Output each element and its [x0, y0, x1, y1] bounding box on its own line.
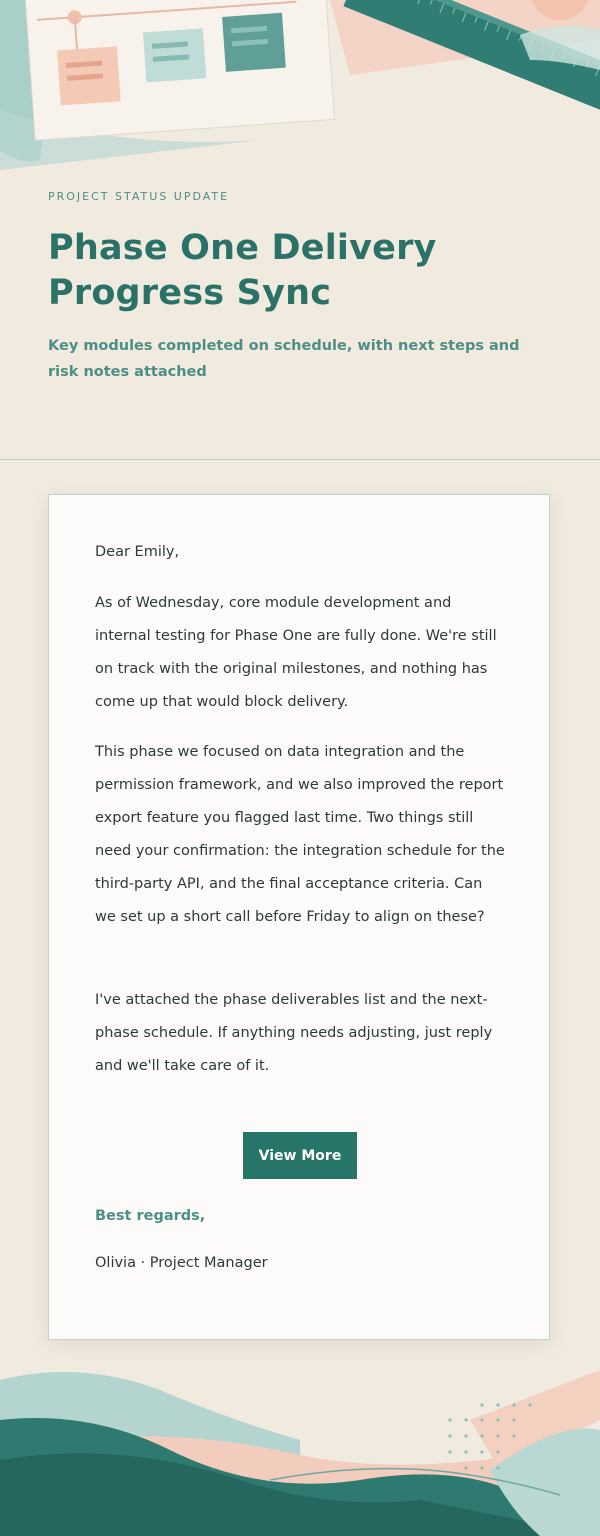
section-divider: [0, 459, 600, 460]
footer-illustration: [0, 1360, 600, 1536]
email-paragraph: This phase we focused on data integration and the permission framework, and we also improved the report export feature you flagged last time. Two things still need your confirmation: the integration schedule for the third-party API, and the final acceptance criteria. Can we set up a short call before Friday to align on these?: [95, 744, 505, 925]
hero-section: [0, 0, 600, 460]
email-paragraph: I've attached the phase deliverables list and the next-phase schedule. If anything needs adjusting, just reply and we'll take care of it.: [95, 992, 493, 1074]
email-signature: Olivia · Project Manager: [95, 1255, 268, 1271]
view-more-button[interactable]: View More: [243, 1132, 357, 1179]
eyebrow-label: PROJECT STATUS UPDATE: [48, 190, 230, 203]
email-closing: Best regards,: [95, 1208, 206, 1224]
email-paragraph: As of Wednesday, core module development and internal testing for Phase One are fully done. We're still on track with the original milestones, and nothing has come up that would block delivery.: [95, 595, 497, 710]
page-title: Phase One Delivery Progress Sync: [48, 228, 437, 313]
wave-illustration: [0, 1360, 600, 1536]
email-card: [48, 494, 550, 1340]
email-greeting: Dear Emily,: [95, 544, 180, 560]
page-subtitle: Key modules completed on schedule, with next steps and risk notes attached: [48, 338, 520, 380]
